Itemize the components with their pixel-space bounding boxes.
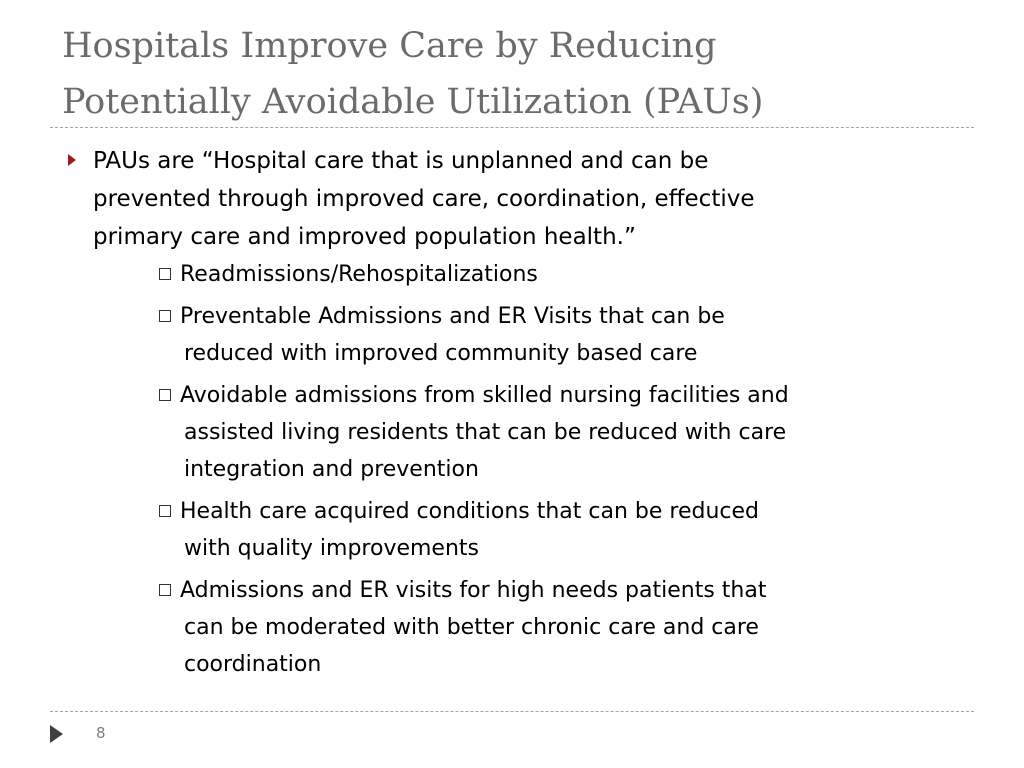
square-bullet-icon <box>159 389 171 401</box>
main-bullet-line: PAUs are “Hospital care that is unplanned and can be <box>93 148 709 174</box>
sub-bullet-item <box>180 377 962 488</box>
sub-bullet-line: integration and prevention <box>184 457 479 482</box>
triangle-bullet-icon <box>68 154 76 166</box>
sub-bullet-line: Preventable Admissions and ER Visits that can be <box>180 304 725 329</box>
square-bullet-icon <box>159 584 171 596</box>
page-number: 8 <box>96 724 106 742</box>
main-bullet <box>62 142 962 256</box>
sub-bullet-item <box>180 493 962 567</box>
sub-bullet-line: coordination <box>184 652 322 677</box>
sub-bullet-line: assisted living residents that can be reduced with care <box>184 420 787 445</box>
title-line-2: Potentially Avoidable Utilization (PAUs) <box>62 82 764 122</box>
sub-bullet-list <box>62 256 962 683</box>
sub-bullet-line: Admissions and ER visits for high needs patients that <box>180 578 767 603</box>
square-bullet-icon <box>159 268 171 280</box>
title-line-1: Hospitals Improve Care by Reducing <box>62 26 717 66</box>
main-bullet-line: primary care and improved population health.” <box>93 224 636 250</box>
play-triangle-icon <box>50 725 63 743</box>
sub-bullet-item <box>180 256 962 293</box>
sub-bullet-line: can be moderated with better chronic care and care <box>184 615 759 640</box>
main-bullet-line: prevented through improved care, coordination, effective <box>93 186 755 212</box>
sub-bullet-line: with quality improvements <box>184 536 480 561</box>
sub-bullet-line: Readmissions/Rehospitalizations <box>180 262 538 287</box>
main-bullet-text <box>93 142 962 256</box>
square-bullet-icon <box>159 310 171 322</box>
sub-bullet-item <box>180 572 962 683</box>
sub-bullet-line: reduced with improved community based care <box>184 341 698 366</box>
bottom-divider <box>50 711 974 712</box>
sub-bullet-item <box>180 298 962 372</box>
sub-bullet-line: Avoidable admissions from skilled nursing facilities and <box>180 383 789 408</box>
top-divider <box>50 127 974 128</box>
sub-bullet-line: Health care acquired conditions that can be reduced <box>180 499 760 524</box>
slide-body <box>62 142 962 683</box>
slide-title <box>62 18 1002 130</box>
square-bullet-icon <box>159 505 171 517</box>
